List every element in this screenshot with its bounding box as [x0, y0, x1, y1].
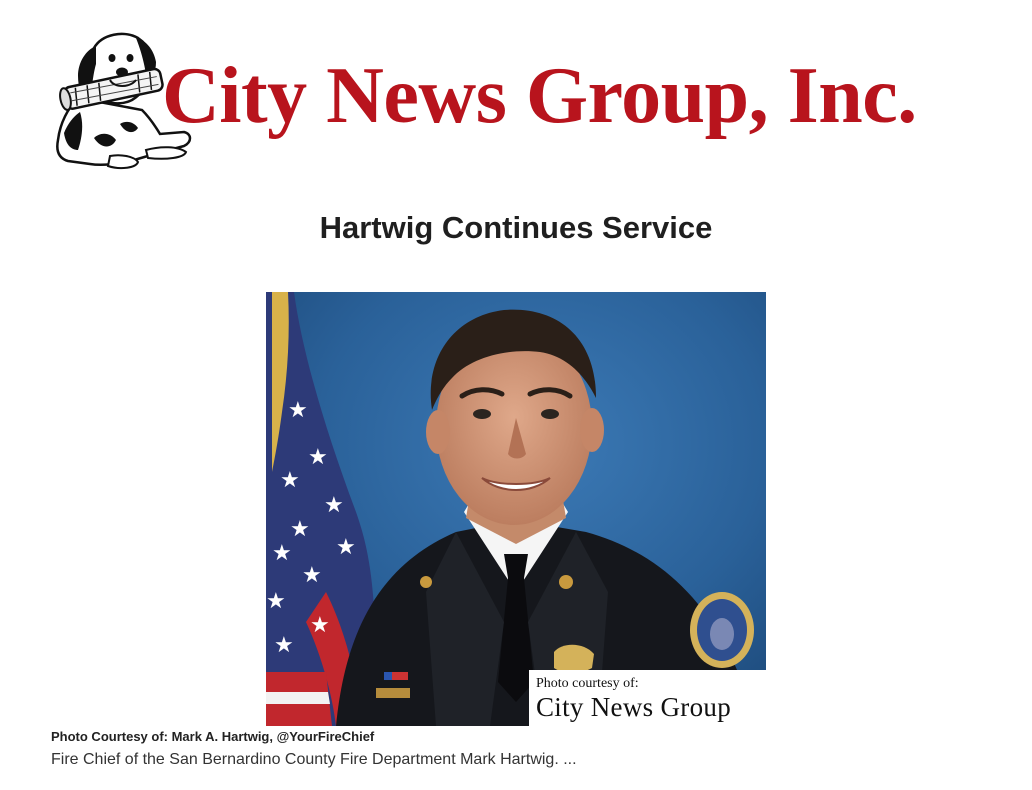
- photo-watermark: [529, 670, 766, 726]
- svg-text:★: ★: [336, 535, 356, 560]
- article-photo: [266, 292, 766, 726]
- photo-credit: Photo Courtesy of: Mark A. Hartwig, @YourFireChief: [51, 729, 375, 744]
- article-caption: Fire Chief of the San Bernardino County Fire Department Mark Hartwig. ...: [51, 751, 577, 768]
- svg-text:★: ★: [272, 541, 292, 566]
- svg-text:★: ★: [290, 517, 310, 542]
- svg-text:★: ★: [302, 563, 322, 588]
- article-title: Hartwig Continues Service: [319, 210, 713, 245]
- svg-text:★: ★: [280, 468, 300, 493]
- site-header: [50, 28, 980, 176]
- svg-text:★: ★: [266, 589, 286, 614]
- svg-text:★: ★: [310, 613, 330, 638]
- svg-text:★: ★: [288, 398, 308, 423]
- svg-text:★: ★: [274, 633, 294, 658]
- svg-text:★: ★: [324, 493, 344, 518]
- site-logo-text[interactable]: City News Group, Inc.: [162, 52, 917, 140]
- watermark-brand: City News Group: [536, 692, 731, 722]
- watermark-caption: Photo courtesy of:: [536, 676, 639, 691]
- fire-chief-portrait-image: [266, 292, 766, 726]
- svg-text:★: ★: [308, 445, 328, 470]
